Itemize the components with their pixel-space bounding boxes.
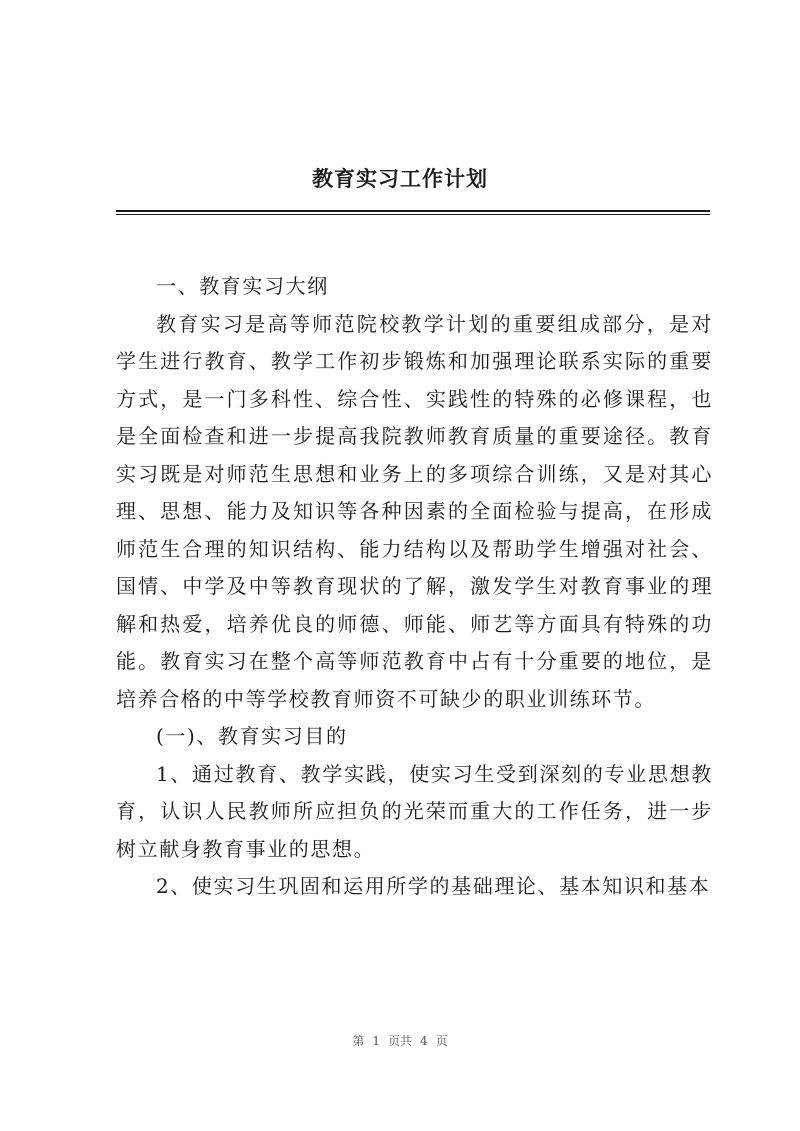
list-item: 2、使实习生巩固和运用所学的基础理论、基本知识和基本 [156,874,711,898]
title-underline-thin [116,214,710,215]
footer-total-pages: 4 [420,1034,428,1048]
section-heading: 一、教育实习大纲 [156,274,329,298]
footer-suffix: 页 [435,1034,448,1048]
page-footer [0,1032,800,1049]
list-item: 1、通过教育、教学实践，使实习生受到深刻的专业思想教育，认识人民教师所应担负的光荣而重大的工作任务，进一步树立献身教育事业的思想。 [116,761,713,861]
title-underline [116,210,710,212]
footer-page-number: 1 [372,1034,380,1048]
subsection-heading: (一)、教育实习目的 [156,724,348,748]
footer-middle: 页共 [387,1034,412,1048]
document-body [116,268,713,906]
body-paragraph: 教育实习是高等师范院校教学计划的重要组成部分，是对学生进行教育、教学工作初步锻炼和加强理论联系实际的重要方式，是一门多科性、综合性、实践性的特殊的必修课程，也是全面检查和进一步提高我院教师教育质量的重要途径。教育实习既是对师范生思想和业务上的多项综合训练，又是对其心理、思想、能力及知识等各种因素的全面检验与提高，在形成师范生合理的知识结构、能力结构以及帮助学生增强对社会、国情、中学及中等教育现状的了解，激发学生对教育事业的理解和热爱，培养优良的师德、师能、师艺等方面具有特殊的功能。教育实习在整个高等师范教育中占有十分重要的地位，是培养合格的中等学校教育师资不可缺少的职业训练环节。 [116,311,713,711]
document-title: 教育实习工作计划 [312,166,488,191]
footer-prefix: 第 [352,1034,365,1048]
